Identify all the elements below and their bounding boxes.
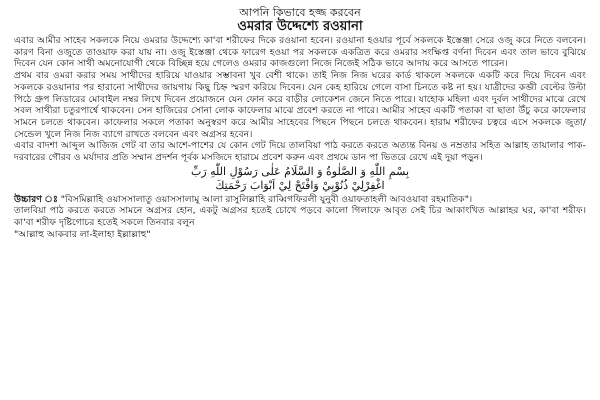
arabic-dua-line-1: بِسْمِ اللّٰهِ وَ الصَّلٰوةُ وَ السَّلَامُ عَلٰى رَسُوْلِ اللّٰهِ رَبِّ: [190, 164, 410, 178]
closing-text: তালবিয়া পাঠ করতে করতে সামনে অগ্রসর হোন, একটু অগ্রসর হতেই চোখে পড়বে কালো গিলাফে আবৃত সেই চির আকাংখিত আল্লাহর ঘর, কা'বা শরীফ। কা'বা শরীফ দৃষ্টিগোচর হতেই সকলে তিনবার বলুন: [14, 205, 586, 229]
paragraph-entry: এবার বাদশা আব্দুল আজিজ গেট বা তার আশে-পাশের যে কোন গেট দিয়ে তালবিয়া পাঠ করতে করতে অত্যন্ত বিনয় ও নম্রতার সহিত আল্লাহ তায়ালার পাক-দরবারের গৌরব ও মর্যাদার প্রতি সম্মান প্রদর্শন পূর্বক মসজিদে হারামে প্রবেশ করুন এবং প্রথমে ডান পা ভিতরে রেখে এই দুয়া পড়ুন।: [14, 140, 586, 164]
arabic-dua-line-2: اغْفِرْلِيْ ذُنُوْبِيْ وَافْتَحْ لِيْ اَبْوَابَ رَحْمَتِكَ: [215, 179, 385, 193]
takbir-quote: "আল্লাহু আকবার লা-ইলাহা ইল্লাল্লাহু": [14, 228, 151, 240]
pronunciation-text: "বিসমিল্লাহি ওয়াসসালাতু ওয়াসসালামু আলা রাসুলিল্লাহি রাব্বিগফিরলী যুনুবী ওয়াফতাহলী আবওয়াবা রহমাতিক"।: [60, 193, 473, 205]
paragraph-instructions: প্রথম বার ওমরা করার সময় সাথীদের হারিয়ে যাওয়ার সম্ভাবনা খুব বেশী থাকে। তাই নিজ নিজ ঘরের কার্ড থাকলে সকলকে একটি করে দিয়ে দিবেন এবং সকলকে রওয়ানার পর হারানো সাথীদের জায়গায় কিছু চিহ্ন স্মরণ করিয়ে দিবেন। যেন কেহ হারিয়ে গেলে বাসা চিনতে কষ্ট না হয়। যাত্রীদের কব্জী বেল্টের উল্টা পিঠে গ্রুপ লিডারের মোবাইল নম্বর লিখে দিবেন প্রয়োজনে যেন ফোন করে বাড়ীর লোকেশন জেনে নিতে পারে। যাহোক মহিলা এবং দুর্বল সাথীদের মাঝে রেখে সবল সাথীরা চতুরপার্শ্বে থাকবেন। সেন হাজিরের সোনা লোক কাফেলার মাঝে প্রবেশ করতে না পারে। আমীর সাহেব একটি পতাকা বা ছাতা উঁচু করে কাফেলার সামনে চলতে থাকবেন। কাফেলার সকলে পতাকা অনুস্বরণ করে আমীর সাহেবের পিছনে পিছনে চলতে থাকবেন। হারাম শরীফের চত্বরে এসে সকলকে জুতা/সেন্ডেল খুলে নিজ নিজ ব্যাগে রাখতে বলবেন এবং অগ্রসর হবেন।: [14, 70, 586, 140]
book-header: আপনি কিভাবে হজ্জ করবেন: [239, 6, 361, 19]
paragraph-intro: এবার আমীর সাহেব সকলকে নিয়ে ওমরার উদ্দেশ্যে কা'বা শরীফের দিকে রওয়ানা হবেন। রওয়ানা হওয়ার পূর্বে সকলকে ইস্তেঞ্জা সেরে ওজু করে নিতে বলবেন। কারণ বিনা ওজুতে তাওয়াফ করা যায় না। ওজু ইস্তেঞ্জা থেকে ফারেগ হওয়া পর সকলকে একত্রিত করে ওমরার সংক্ষিপ্ত বর্ণনা দিবেন এবং তাল ভাবে বুঝিয়ে দিবেন যেন কোন সাথী অমনোযোগী থেকে বিচ্ছিন্ন হয়ে গেলেও ওমরার কাজগুলো নিজে নিজেই সঠিক ভাবে আদায় করে আসতে পারেন।: [14, 35, 586, 70]
pronunciation-label: উচ্চারণ ঃ: [14, 193, 58, 205]
section-title: ওমরার উদ্দেশ্যে রওয়ানা: [237, 19, 363, 34]
pronunciation-paragraph: [14, 194, 586, 206]
closing-paragraph: [14, 205, 586, 240]
